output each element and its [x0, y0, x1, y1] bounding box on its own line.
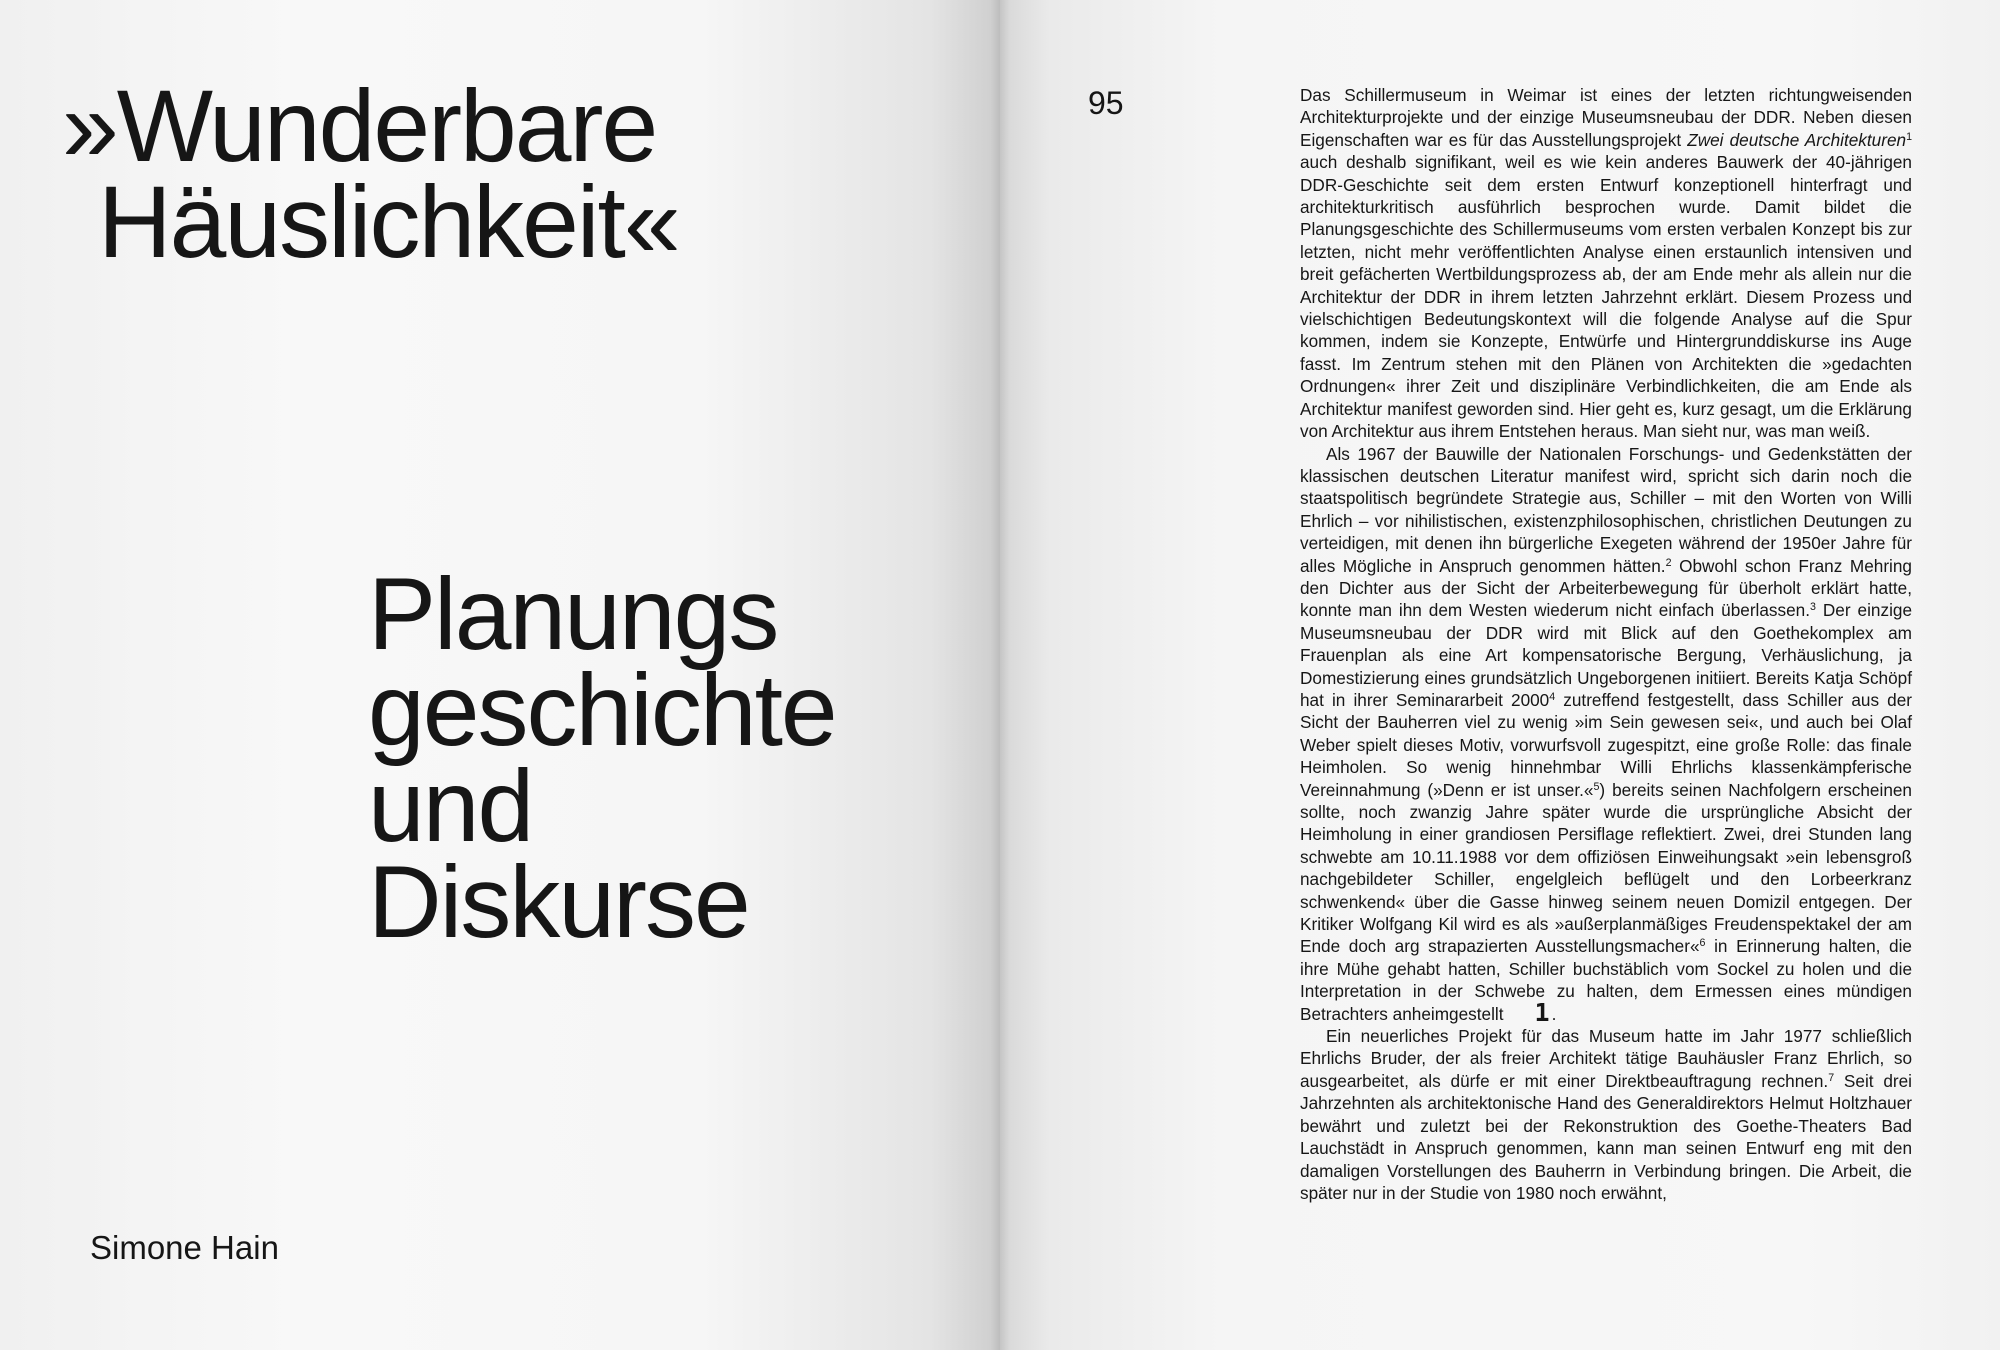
text-run: in Erinnerung halten, die ihre Mühe gehabt hatten, Schiller buchstäblich vom Sockel zu holen und die Interpretation in der Schwebe zu halten, dem Ermessen eines mündigen Betrachters anheimgestellt [1300, 936, 1912, 1024]
body-paragraph [1300, 1025, 1912, 1204]
chapter-title [62, 69, 679, 279]
footnote-reference: 2 [1665, 556, 1672, 569]
text-run: Ein neuerliches Projekt für das Museum hatte im Jahr 1977 schließlich Ehrlichs Bruder, der als freier Architekt tätige Bauhäusler Franz Ehrlich, so ausgearbeitet, als dürfe er mit einer Direktbeauftragung rechnen. [1300, 1026, 1912, 1091]
chapter-subtitle-line: Planungs [368, 557, 778, 671]
text-run: Das Schillermuseum in Weimar ist eines der letzten richtungweisenden Architekturprojekte und der einzige Museumsneubau der DDR. Neben diesen Eigenschaften war es für das Ausstellungsprojekt [1300, 85, 1912, 150]
chapter-subtitle [368, 557, 836, 959]
book-gutter [990, 0, 1010, 1350]
footnote-reference: 1 [1906, 130, 1912, 143]
author-name: Simone Hain [90, 1229, 279, 1266]
text-run: Obwohl schon Franz Mehring den Dichter aus der Sicht der Arbeiterbewegung für überholt erklärt hatte, konnte man ihn dem Westen wiederum nicht einfach überlassen. [1300, 555, 1912, 621]
footnote-reference: 5 [1593, 780, 1600, 793]
chapter-subtitle-line: geschichte [368, 653, 836, 767]
footnote-reference: 6 [1699, 937, 1706, 950]
chapter-title-line: »Wunderbare [62, 69, 657, 183]
text-run: Der einzige Museumsneubau der DDR wird mit Blick auf den Goethekomplex am Frauenplan als eine Art kompensatorische Bergung, Verhäuslichung, ja Domestizierung eines grundsätzlich Ungeborgenen initiiert. Bereits Katja Schöpf hat in ihrer Seminararbeit 2000 [1300, 600, 1912, 710]
text-run: ) bereits seinen Nachfolgern erscheinen sollte, noch zwanzig Jahre später wurde die ursprüngliche Absicht der Heimholung in einer grandiosen Persiflage reflektiert. Zwei, drei Stunden lang schwebte am 10.11.1988 vor dem offiziösen Einweihungsakt »ein lebensgroß nachgebildeter Schiller, engelgleich beflügelt und den Lorbeerkranz schwenkend« über die Gasse hinweg seinem neuen Domizil entgegen. Der Kritiker Wolfgang Kil wird es als »außerplanmäßiges Freudenspektakel der am Ende doch arg strapazierten Ausstellungsmacher« [1300, 779, 1912, 957]
body-paragraph: Als 1967 der Bauwille der Nationalen Forschungs- und Gedenkstätten der klassischen deutschen Literatur manifest wird, spricht sich darin noch die staatspolitisch begründete Strategie aus, Schiller – mit den Worten von Willi Ehrlich – vor nihilistischen, existenzphilosophischen, christlichen Deutungen zu verteidigen, mit denen ihn bürgerliche Exegeten während der 1950er Jahre für alles Mögliche in Anspruch genommen hätten.$^2$ Obwohl schon Franz Mehring den Dichter aus der Sicht der Arbeiterbewegung für überholt erklärt hatte, konnte man ihn dem Westen wiederum nicht einfach überlassen.$^3$ Der einzige Museumsneubau der DDR wird mit Blick auf den Goethekomplex am Frauenplan als eine Art kompensatorische Bergung, Verhäuslichung, ja Domestizierung eines grundsätzlich Ungeborgenen initiiert. Bereits Katja Schöpf hat in ihrer Seminararbeit 2000$^4$ zutreffend festgestellt, dass Schiller aus der Sicht der Bauherren viel zu wenig »im Sein gewesen sei«, und auch bei Olaf Weber spielt dieses Motiv, vorwurfsvoll zugespitzt, eine große Rolle: das finale Heimholen. So wenig hinnehmbar Willi Ehrlichs klassenkämpferische Vereinnahmung (»Denn er ist unser.«$^5$) bereits seinen Nachfolgern erscheinen sollte, noch zwanzig Jahre später wurde die ursprüngliche Absicht der Heimholung in einer grandiosen Persiflage reflektiert. Zwei, drei Stunden lang schwebte am 10.11.1988 vor dem offiziösen Einweihungsakt »ein lebensgroß nachgebildeter Schiller, engelgleich beflügelt und den Lorbeerkranz schwenkend« über die Gasse hinweg seinem neuen Domizil entgegen. Der Kritiker Wolfgang Kil wird es als »außerplanmäßiges Freudenspektakel der am Ende doch arg strapazierten Ausstellungsmacher«$^6$ in Erinnerung halten, die ihre Mühe gehabt hatten, Schiller buchstäblich vom Sockel zu holen und die Interpretation in der Schwebe zu halten, dem Ermessen eines mündigen Betrachters anheimgestellt 1 . [1300, 443, 1912, 1027]
text-run: auch deshalb signifikant, weil es wie kein anderes Bauwerk der 40-jährigen DDR-Geschichte seit dem ersten Entwurf konzeptionell hinterfragt und architekturkritisch ausführlich besprochen wurde. Damit bildet die Planungsgeschichte des Schillermuseums vom ersten verbalen Konzept bis zur letzten, nicht mehr veröffentlichten Analyse einen erstaunlich intensiven und breit gefächerten Wertbildungsprozess ab, der am Ende mehr als allein nur die Architektur der DDR in ihrem letzten Jahrzehnt erklärt. Diesem Prozess und vielschichtigen Bedeutungskontext will die folgende Analyse auf die Spur kommen, indem sie Konzepte, Entwürfe und Hintergrunddiskurse ins Auge fasst. Im Zentrum stehen mit den Plänen von Architekten die »gedachten Ordnungen« ihrer Zeit und disziplinäre Verbindlichkeiten, die am Ende als Architektur manifest geworden sind. Hier geht es, kurz gesagt, um die Erklärung von Architektur aus ihrem Entstehen heraus. Man sieht nur, was man weiß. [1300, 152, 1912, 442]
footnote-reference: 3 [1810, 601, 1816, 614]
text-run: zutreffend festgestellt, dass Schiller aus der Sicht der Bauherren viel zu wenig »im Sein gewesen sei«, und auch bei Olaf Weber spielt dieses Motiv, vorwurfsvoll zugespitzt, eine große Rolle: das finale Heimholen. So wenig hinnehmbar Willi Ehrlichs klassenkämpferische Vereinnahmung (»Denn er ist unser.« [1300, 689, 1912, 800]
body-paragraph [1300, 84, 1912, 443]
page-number: 95 [1088, 85, 1124, 121]
chapter-subtitle-line: und [368, 749, 533, 863]
text-run: . [1551, 1003, 1557, 1024]
emphasized-text: Zwei deutsche Architekturen [1687, 129, 1907, 150]
footnote-reference: 4 [1549, 691, 1556, 704]
chapter-title-line: Häuslichkeit« [98, 165, 679, 279]
footnote-reference: 7 [1828, 1072, 1835, 1085]
text-run: Als 1967 der Bauwille der Nationalen Forschungs- und Gedenkstätten der klassischen deutschen Literatur manifest wird, spricht sich darin noch die staatspolitisch begründete Strategie aus, Schiller – mit den Worten von Willi Ehrlich – vor nihilistischen, existenzphilosophischen, christlichen Deutungen zu verteidigen, mit denen ihn bürgerliche Exegeten während der 1950er Jahre für alles Mögliche in Anspruch genommen hätten. [1300, 443, 1912, 576]
text-run: Seit drei Jahrzehnten als architektonische Hand des Generaldirektors Helmut Holtzhauer bewährt und zuletzt bei der Rekonstruktion des Goethe-Theaters Bad Lauchstädt in Anspruch genommen, kann man seinen Entwurf eng mit den damaligen Vorstellungen des Bauherrn in Verbindung bringen. Die Arbeit, die später nur in der Studie von 1980 noch erwähnt, [1300, 1070, 1913, 1203]
right-page [1000, 0, 2000, 1350]
chapter-subtitle-line: Diskurse [368, 845, 749, 959]
body-text [1300, 84, 1912, 1204]
